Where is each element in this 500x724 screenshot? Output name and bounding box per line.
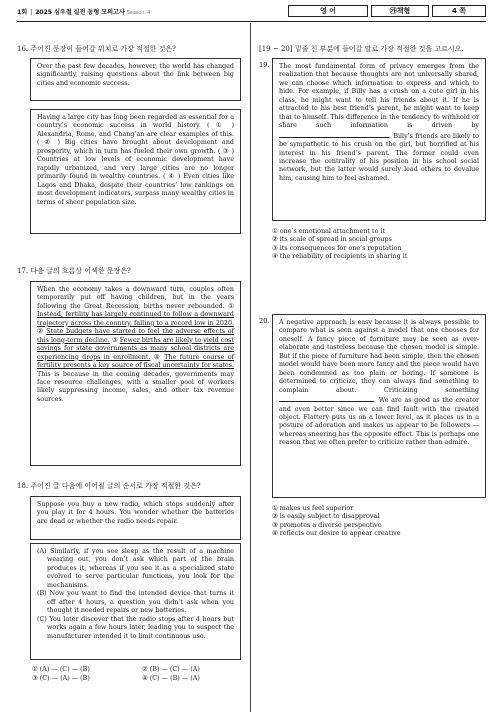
q20-option-1[interactable]: ① makes us feel superior <box>272 504 354 512</box>
q19-options <box>272 227 407 261</box>
q20-passage-part1: A negative approach is easy because it is always possible to compare what is seen against a model that one chooses for oneself. A fancy piece of furniture may be seen as over-elaborate and tasteless because the chosen model is simple. But if the piece of furniture had been simple, then the chosen model would have been more fancy and the piece would have been condemned as too plain or boring. If someone is determined to criticize, they can always find something to complain about. Criticizing something <box>279 319 479 394</box>
q20-option-2[interactable]: ② is easily subject to disapproval <box>272 512 380 521</box>
season-label: Season. 4 <box>126 10 151 16</box>
q19-passage <box>272 58 486 221</box>
q18-option-3[interactable]: ③ (C) — (A) — (B) <box>32 674 90 682</box>
page-number-badge: 4 쪽 <box>432 5 486 17</box>
q19-number: 19. <box>259 61 270 69</box>
q17-title: 17. 다음 글의 흐름상 어색한 문장은? <box>17 267 131 275</box>
q17-sentence-4: The future course of fertility presents a key source of fiscal uncertainty for states. <box>37 353 234 370</box>
q18-given-passage: Suppose you buy a new radio, which stops suddenly after you play it for 4 hours. You wonder whether the batteries are dead or whether the radio needs repair. <box>30 496 241 540</box>
type-badge: ㉮책형 <box>371 5 429 17</box>
q17-sentence-3: Fewer births are likely to yield cost savings for state governments as many school districts are experiencing drops in enrollment. <box>37 336 234 361</box>
q18-title: 18. 주어진 글 다음에 이어질 글의 순서로 가장 적절한 것은? <box>17 482 201 490</box>
q19-option-1[interactable]: ① one’s emotional attachment to it <box>272 227 386 235</box>
q17-marker-2: ② <box>37 328 47 336</box>
q19-passage-part1: The most fundamental form of privacy emerges from the realization that because thoughts are not universally shared, we can choose which information to express and which to hide. For example, if Billy has a crush on a cute girl in his class, he might want to tell his friends about it. If he is attracted to his best friend’s parent, he might want to keep that to himself. This difference in the tendency to withhold or share such information is driven by <box>279 63 479 130</box>
q20-blank <box>279 395 374 402</box>
q18-paragraph-b: (B) Now you want to find the intended device that turns it off after 4 hours, a question you didn’t ask when you thought it needed repairs or new batteries. <box>37 590 234 615</box>
q18-option-4[interactable]: ④ (C) — (B) — (A) <box>142 674 200 682</box>
header-rule <box>17 21 486 22</box>
subject-badge: 영 어 <box>288 5 368 17</box>
q19-option-3[interactable]: ③ its consequences for one’s reputation <box>272 243 402 252</box>
q18-paragraph-c: (C) You later discover that the radio stops after 4 hours but works again a few hours later, leading you to suspect the manufacturer intended it to limit continuous use. <box>37 615 234 640</box>
q17-passage <box>30 281 241 466</box>
q18-paragraph-a: (A) Similarly, if you see sleep as the result of a machine wearing out, you don’t ask which part of the brain produces it, whereas if you see it as a specialized state evolved to serve particular functions, you look for the mechanisms. <box>37 548 234 589</box>
q19-option-2[interactable]: ② its scale of spread in social groups <box>272 235 392 244</box>
q20-option-3[interactable]: ③ promotes a diverse perspective <box>272 520 382 529</box>
header-badges <box>288 5 486 17</box>
q18-options <box>32 665 252 683</box>
q18-option-2[interactable]: ② (B) — (C) — (A) <box>142 665 200 673</box>
q16-passage: Having a large city has long been regarded as essential for a country’s economic success in world history. ( ① ) Alexandria, Rome, and Chang’an are clear examples of this. ( ② ) Big cities have brought about development and prosperity, which in turn has fueled their own growth. ( ③ ) Countries at low levels of economic development have rapidly urbanized, and very large cities are no longer primarily found in wealthy countries. ( ④ ) Even cities like Lagos and Dhaka, despite their countries’ low rankings on most development indicators, surpass many wealthy cities in terms of sheer population size. <box>30 109 241 234</box>
column-divider <box>250 23 251 712</box>
page-label: 1회 <box>17 9 28 16</box>
q17-marker-3: ③ <box>109 336 120 344</box>
q17-sentence-1: Instead, fertility has largely continued to follow a downward trajectory across the country, falling to a record low in 2020. <box>37 311 234 327</box>
q20-passage <box>272 314 486 498</box>
q20-option-4[interactable]: ④ reflects our desire to appear creative <box>272 529 401 538</box>
q18-option-1[interactable]: ① (A) — (C) — (B) <box>32 665 90 673</box>
exam-title: 2025 심우철 실전 동형 모의고사 <box>35 9 125 16</box>
q17-intro: When the economy takes a downward turn, couples often temporarily put off having children, but in the years following the Great Recession, births never rebounded. ① <box>37 286 234 310</box>
q18-paragraphs <box>30 543 241 660</box>
exam-header: 1회 | 2025 심우철 실전 동형 모의고사 Season. 4 <box>17 9 151 16</box>
q17-marker-4: ④ <box>150 353 165 361</box>
q16-title: 16. 주어진 문장이 들어갈 위치로 가장 적절한 것은? <box>17 45 176 53</box>
q17-conclusion: This is because in the coming decades, governments may face resource challenges, with a smaller pool of workers likely suppressing income, sales, and other tax revenue sources. <box>37 370 234 403</box>
q19-passage-part2: . Billy’s friends are likely to be sympathetic to his crush on the girl, but horrified at his interest in his friend’s parent. The former could even increase the centrality of his position in his school social network, but the latter would surely lead others to devalue him, causing him to feel ashamed. <box>279 132 479 182</box>
q16-given-sentence: Over the past few decades, however, the world has changed significantly, raising questions about the link between big cities and economic success. <box>30 58 241 101</box>
instructions-19-20: [19 ~ 20] 밑줄 친 부분에 들어갈 말로 가장 적절한 것을 고르시오. <box>259 45 464 53</box>
q19-blank <box>279 131 389 138</box>
q20-number: 20. <box>259 317 270 325</box>
q17-sentence-2: State budgets have started to feel the adverse effects of this long-term decline. <box>37 328 234 344</box>
q20-passage-part2: . We are as good as the creator and even better since we can find fault with the created object. Flattery puts us on a lower level, as it places us in a posture of adoration and makes us appear to be followers — whereas sneering has the opposite effect. This is perhaps one reason that we often prefer to criticize rather than admire. <box>279 397 479 447</box>
q20-options <box>272 504 401 538</box>
q19-option-4[interactable]: ④ the reliability of recipients in sharing it <box>272 252 408 261</box>
